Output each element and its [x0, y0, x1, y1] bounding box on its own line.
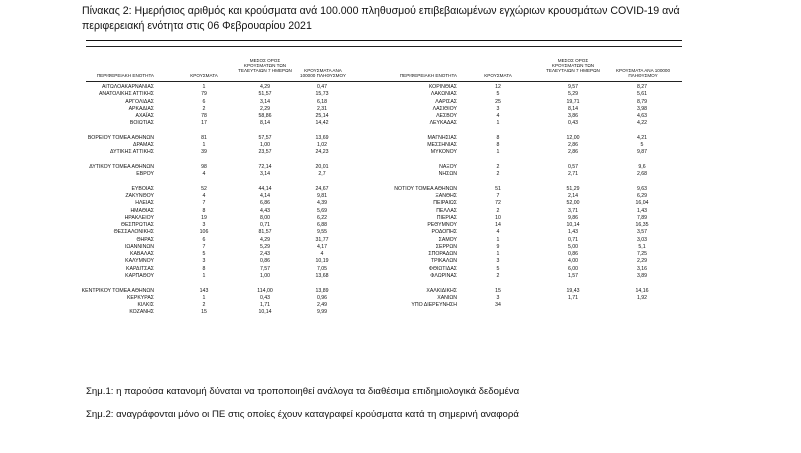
right-cases-cell: 25 — [495, 98, 501, 105]
right-unit-cell: ΜΕΣΣΗΝΙΑΣ — [427, 142, 457, 149]
left-cases-cell: 1 — [202, 84, 206, 90]
header-avg7-left: ΜΕΣΟΣ ΟΡΟΣ ΚΡΟΥΣΜΑΤΩΝ ΤΩΝ ΤΕΛΕΥΤΑΙΩΝ 7 ΗΜΕΡΩΝ — [238, 58, 292, 73]
left-avg7-cell: 1,71 — [259, 302, 271, 309]
left-unit-cell: ΗΜΑΘΙΑΣ — [130, 207, 154, 214]
left-unit-cell: ΖΑΚΥΝΘΟΥ — [125, 193, 154, 200]
right-avg7-cell: 2,86 — [567, 142, 579, 149]
left-per100k-cell: 2,7 — [318, 171, 326, 178]
right-cases-cell: 2 — [496, 273, 500, 280]
right-avg7-cell: 2,86 — [567, 149, 579, 156]
right-cases-cell: 5 — [496, 91, 500, 98]
left-unit-cell: ΙΩΑΝΝΙΝΩΝ — [124, 243, 154, 250]
right-cases-cell: 4 — [496, 229, 500, 236]
left-per100k-cell: 2,49 — [316, 302, 328, 309]
right-cases-cell: 2 — [496, 171, 500, 178]
left-unit-cell: ΔΥΤΙΚΗΣ ΑΤΤΙΚΗΣ — [110, 149, 154, 156]
left-unit-cell: ΕΥΒΟΙΑΣ — [131, 185, 154, 192]
left-cases-cell: 39 — [201, 149, 207, 156]
left-per100k-cell: 13,69 — [315, 134, 329, 141]
left-avg7-cell: 10,14 — [258, 309, 272, 316]
left-per100k-cell: 6,22 — [316, 214, 328, 221]
right-unit-cell: ΠΕΙΡΑΙΩΣ — [433, 200, 457, 207]
left-per100k-cell: 4 — [320, 251, 324, 258]
left-avg7-cell: 3,14 — [259, 171, 271, 178]
right-per100k-cell: 9,87 — [636, 149, 648, 156]
right-cases-cell: 1 — [496, 236, 500, 243]
right-per100k-cell: 14,16 — [635, 287, 649, 294]
right-cases-cell: 2 — [496, 207, 500, 214]
left-cases-cell: 98 — [201, 163, 207, 170]
right-cases-cell: 14 — [495, 222, 501, 229]
right-avg7-cell: 2,71 — [567, 171, 579, 178]
left-cases-cell: 6 — [202, 98, 206, 105]
left-avg7-cell: 1,00 — [259, 273, 271, 280]
left-unit-cell: ΕΒΡΟΥ — [136, 171, 154, 178]
right-unit-cell: ΝΟΤΙΟΥ ΤΟΜΕΑ ΑΘΗΝΩΝ — [394, 185, 457, 192]
left-avg7-cell: 4,29 — [259, 236, 271, 243]
right-per100k-cell: 4,63 — [636, 113, 648, 120]
left-cases-cell: 8 — [202, 265, 206, 272]
left-avg7-cell: 58,86 — [258, 113, 272, 120]
right-per100k-cell: 5,61 — [636, 91, 648, 98]
left-cases-cell: 2 — [202, 105, 206, 112]
right-unit-cell: ΛΕΥΚΑΔΑΣ — [429, 120, 457, 127]
left-per100k-cell: 9,55 — [316, 229, 328, 236]
right-per100k-cell: 3,03 — [636, 236, 648, 243]
right-per100k-cell: 5,1 — [638, 243, 646, 250]
left-avg7-cell: 72,14 — [258, 163, 272, 170]
left-per100k-cell: 10,19 — [315, 258, 329, 265]
left-unit-cell: ΑΡΚΑΔΙΑΣ — [128, 105, 154, 112]
left-cases-cell: 81 — [201, 134, 207, 141]
left-per100k-cell: 1,02 — [316, 142, 328, 149]
right-per100k-cell: 2,29 — [636, 258, 648, 265]
right-cases-cell: 8 — [496, 142, 500, 149]
header-rule — [86, 81, 682, 82]
right-per100k-cell: 6,29 — [636, 193, 648, 200]
right-per100k-cell: 9,6 — [638, 163, 646, 170]
right-per100k-cell: 7,89 — [636, 214, 648, 221]
right-per100k-cell: 2,68 — [636, 171, 648, 178]
right-avg7-cell: 3,86 — [567, 113, 579, 120]
right-cases-cell: 1 — [496, 149, 500, 156]
right-unit-cell: ΧΑΛΚΙΔΙΚΗΣ — [426, 287, 457, 294]
right-cases-cell: 7 — [496, 193, 500, 200]
second-rule — [86, 46, 682, 47]
left-cases-cell: 4 — [202, 171, 206, 178]
right-unit-cell: ΝΑΞΟΥ — [439, 163, 457, 170]
left-cases-cell: 4 — [202, 193, 206, 200]
left-unit-cell: ΗΡΑΚΛΕΙΟΥ — [124, 214, 154, 221]
right-avg7-cell: 5,00 — [567, 243, 579, 250]
note-1: Σημ.1: η παρούσα κατανομή δύναται να τροποποιηθεί ανάλογα τα διαθέσιμα επιδημιολογικά δεδομένα — [86, 386, 520, 397]
right-unit-cell: ΛΑΚΩΝΙΑΣ — [430, 91, 457, 98]
left-per100k-cell: 31,77 — [315, 236, 329, 243]
left-unit-cell: ΚΕΝΤΡΙΚΟΥ ΤΟΜΕΑ ΑΘΗΝΩΝ — [81, 287, 154, 294]
left-avg7-cell: 0,43 — [259, 294, 271, 301]
right-per100k-cell: 3,16 — [636, 265, 648, 272]
right-cases-cell: 34 — [495, 302, 501, 309]
left-avg7-cell: 23,57 — [258, 149, 272, 156]
right-per100k-cell: 1,43 — [636, 207, 648, 214]
right-cases-cell: 5 — [496, 265, 500, 272]
right-per100k-cell: 3,98 — [636, 105, 648, 112]
right-per100k-cell: 8,79 — [636, 98, 648, 105]
right-unit-cell: ΡΕΘΥΜΝΟΥ — [427, 222, 457, 229]
right-unit-cell: ΦΛΩΡΙΝΑΣ — [430, 273, 457, 280]
right-avg7-cell: 19,71 — [566, 98, 580, 105]
left-cases-cell: 1 — [202, 273, 206, 280]
left-per100k-cell: 5,69 — [316, 207, 328, 214]
left-per100k-cell: 14,42 — [315, 120, 329, 127]
right-avg7-cell: 0,86 — [567, 251, 579, 258]
left-cases-cell: 17 — [201, 120, 207, 127]
note-2: Σημ.2: αναγράφονται μόνο οι ΠΕ στις οποίες έχουν καταγραφεί κρούσματα κατά τη σημερινή αναφορά — [86, 409, 519, 420]
header-unit-right: ΠΕΡΙΦΕΡΕΙΑΚΗ ΕΝΟΤΗΤΑ — [399, 73, 457, 78]
header-unit-left: ΠΕΡΙΦΕΡΕΙΑΚΗ ΕΝΟΤΗΤΑ — [96, 73, 154, 78]
left-per100k-cell: 6,88 — [316, 222, 328, 229]
left-avg7-cell: 4,14 — [259, 193, 271, 200]
right-avg7-cell: 12,00 — [566, 134, 580, 141]
left-avg7-cell: 2,43 — [259, 251, 271, 258]
right-per100k-cell: 4,22 — [636, 120, 648, 127]
left-avg7-cell: 114,00 — [257, 287, 273, 294]
right-cases-cell: 15 — [495, 287, 501, 294]
left-cases-cell: 1 — [202, 294, 206, 301]
left-per100k-cell: 6,18 — [316, 98, 328, 105]
left-per100k-cell: 9,99 — [316, 309, 328, 316]
left-per100k-cell: 0,47 — [316, 84, 328, 90]
left-unit-cell: ΘΗΡΑΣ — [136, 236, 154, 243]
right-unit-cell: ΚΟΡΙΝΘΙΑΣ — [428, 84, 457, 90]
right-avg7-cell: 4,00 — [567, 258, 579, 265]
left-avg7-cell: 0,71 — [259, 222, 271, 229]
left-per100k-cell: 0,96 — [316, 294, 328, 301]
right-unit-cell: ΜΥΚΟΝΟΥ — [430, 149, 457, 156]
right-unit-cell: ΥΠΟ ΔΙΕΡΕΥΝΗΣΗ — [411, 302, 457, 309]
right-cases-cell: 2 — [496, 163, 500, 170]
right-cases-cell: 3 — [496, 258, 500, 265]
left-cases-cell: 2 — [202, 302, 206, 309]
right-unit-cell: ΛΕΣΒΟΥ — [436, 113, 457, 120]
right-per100k-cell: 16,04 — [635, 200, 649, 207]
left-cases-cell: 7 — [202, 243, 206, 250]
left-per100k-cell: 4,39 — [316, 200, 328, 207]
table-title: Πίνακας 2: Ημερήσιος αριθμός και κρούσματα ανά 100.000 πληθυσμού επιβεβαιωμένων εγχώριων κρουσμάτων COVID-19 ανά περιφερειακή ενότητα στις 06 Φεβρουαρίου 2021 — [82, 5, 680, 32]
left-avg7-cell: 57,57 — [258, 134, 272, 141]
left-per100k-cell: 24,23 — [315, 149, 329, 156]
left-unit-cell: ΗΛΕΙΑΣ — [135, 200, 154, 207]
left-per100k-cell: 2,31 — [316, 105, 328, 112]
right-per100k-cell: 16,35 — [635, 222, 649, 229]
left-cases-cell: 52 — [201, 185, 207, 192]
left-avg7-cell: 4,29 — [259, 84, 271, 90]
right-cases-cell: 9 — [496, 243, 500, 250]
left-avg7-cell: 8,14 — [259, 120, 271, 127]
right-per100k-cell: 3,57 — [636, 229, 648, 236]
left-unit-cell: ΑΡΓΟΛΙΔΑΣ — [125, 98, 154, 105]
right-unit-cell: ΦΘΙΩΤΙΔΑΣ — [428, 265, 457, 272]
left-unit-cell: ΚΑΛΥΜΝΟΥ — [125, 258, 154, 265]
right-cases-cell: 51 — [495, 185, 501, 192]
right-unit-cell: ΝΗΣΩΝ — [438, 171, 457, 178]
right-per100k-cell: 1,92 — [636, 294, 648, 301]
left-cases-cell: 3 — [202, 222, 206, 229]
left-per100k-cell: 13,68 — [315, 273, 329, 280]
header-cases-right: ΚΡΟΥΣΜΑΤΑ — [484, 73, 512, 78]
right-unit-cell: ΛΑΡΙΣΑΣ — [435, 98, 457, 105]
left-avg7-cell: 4,43 — [259, 207, 271, 214]
left-unit-cell: ΘΕΣΠΡΩΤΙΑΣ — [120, 222, 154, 229]
right-avg7-cell: 5,29 — [567, 91, 579, 98]
left-unit-cell: ΑΧΑΪΑΣ — [135, 113, 154, 120]
header-per100k-right: ΚΡΟΥΣΜΑΤΑ ΑΝΑ 100000 ΠΛΗΘΥΣΜΟΥ — [615, 68, 671, 78]
left-unit-cell: ΚΑΡΠΑΘΟΥ — [125, 273, 154, 280]
left-avg7-cell: 1,00 — [259, 142, 271, 149]
left-avg7-cell: 51,57 — [258, 91, 272, 98]
left-per100k-cell: 15,73 — [315, 91, 329, 98]
left-cases-cell: 6 — [202, 236, 206, 243]
right-unit-cell: ΣΑΜΟΥ — [438, 236, 457, 243]
left-unit-cell: ΚΑΒΑΛΑΣ — [130, 251, 154, 258]
left-unit-cell: ΚΕΡΚΥΡΑΣ — [126, 294, 154, 301]
left-avg7-cell: 6,86 — [259, 200, 271, 207]
right-unit-cell: ΡΟΔΟΠΗΣ — [431, 229, 457, 236]
left-cases-cell: 143 — [199, 287, 209, 294]
right-unit-cell: ΞΑΝΘΗΣ — [435, 193, 457, 200]
right-avg7-cell: 10,14 — [566, 222, 580, 229]
right-avg7-cell: 19,43 — [566, 287, 580, 294]
left-avg7-cell: 81,57 — [258, 229, 272, 236]
left-cases-cell: 8 — [202, 207, 206, 214]
right-cases-cell: 72 — [495, 200, 501, 207]
left-per100k-cell: 4,17 — [316, 243, 328, 250]
left-cases-cell: 78 — [201, 113, 207, 120]
left-per100k-cell: 20,01 — [315, 163, 329, 170]
right-avg7-cell: 52,00 — [566, 200, 580, 207]
right-per100k-cell: 4,21 — [636, 134, 648, 141]
left-avg7-cell: 2,29 — [259, 105, 271, 112]
left-cases-cell: 19 — [201, 214, 207, 221]
right-avg7-cell: 9,57 — [567, 84, 579, 90]
left-cases-cell: 79 — [201, 91, 207, 98]
left-unit-cell: ΚΙΛΚΙΣ — [137, 302, 154, 309]
header-avg7-right: ΜΕΣΟΣ ΟΡΟΣ ΚΡΟΥΣΜΑΤΩΝ ΤΩΝ ΤΕΛΕΥΤΑΙΩΝ 7 ΗΜΕΡΩΝ — [546, 58, 600, 73]
right-avg7-cell: 51,29 — [566, 185, 580, 192]
right-avg7-cell: 0,43 — [567, 120, 579, 127]
left-per100k-cell: 9,81 — [316, 193, 328, 200]
right-cases-cell: 1 — [496, 120, 500, 127]
left-per100k-cell: 13,89 — [315, 287, 329, 294]
top-rule — [86, 40, 682, 41]
right-avg7-cell: 3,71 — [567, 207, 579, 214]
left-cases-cell: 7 — [202, 200, 206, 207]
left-unit-cell: ΒΟΡΕΙΟΥ ΤΟΜΕΑ ΑΘΗΝΩΝ — [87, 134, 154, 141]
right-avg7-cell: 1,43 — [567, 229, 579, 236]
right-per100k-cell: 7,25 — [636, 251, 648, 258]
left-avg7-cell: 0,86 — [259, 258, 271, 265]
left-cases-cell: 5 — [202, 251, 206, 258]
right-per100k-cell: 3,89 — [636, 273, 648, 280]
right-per100k-cell: 5 — [640, 142, 644, 149]
right-avg7-cell: 6,00 — [567, 265, 579, 272]
right-unit-cell: ΧΑΝΙΩΝ — [437, 294, 457, 301]
left-avg7-cell: 44,14 — [258, 185, 272, 192]
right-unit-cell: ΣΠΟΡΑΔΩΝ — [428, 251, 457, 258]
right-avg7-cell: 0,57 — [567, 163, 579, 170]
left-per100k-cell: 7,05 — [316, 265, 328, 272]
right-avg7-cell: 1,57 — [567, 273, 579, 280]
right-unit-cell: ΜΑΓΝΗΣΙΑΣ — [427, 134, 457, 141]
right-avg7-cell: 1,71 — [567, 294, 579, 301]
right-cases-cell: 4 — [496, 113, 500, 120]
right-unit-cell: ΠΙΕΡΙΑΣ — [436, 214, 457, 221]
left-cases-cell: 1 — [202, 142, 206, 149]
left-avg7-cell: 7,57 — [259, 265, 271, 272]
right-unit-cell: ΠΕΛΛΑΣ — [436, 207, 457, 214]
left-avg7-cell: 8,00 — [259, 214, 271, 221]
left-unit-cell: ΒΟΙΩΤΙΑΣ — [129, 120, 154, 127]
right-cases-cell: 12 — [495, 84, 501, 90]
right-cases-cell: 8 — [496, 134, 500, 141]
right-cases-cell: 10 — [495, 214, 501, 221]
left-cases-cell: 3 — [202, 258, 206, 265]
right-avg7-cell: 9,86 — [567, 214, 579, 221]
left-unit-cell: ΑΝΑΤΟΛΙΚΗΣ ΑΤΤΙΚΗΣ — [98, 91, 154, 98]
left-unit-cell: ΚΑΡΔΙΤΣΑΣ — [126, 265, 154, 272]
left-unit-cell: ΔΡΑΜΑΣ — [133, 142, 154, 149]
right-avg7-cell: 0,71 — [567, 236, 579, 243]
right-unit-cell: ΤΡΙΚΑΛΩΝ — [430, 258, 457, 265]
left-cases-cell: 106 — [199, 229, 209, 236]
left-unit-cell: ΑΙΤΩΛΟΑΚΑΡΝΑΝΙΑΣ — [101, 84, 154, 90]
right-avg7-cell: 8,14 — [567, 105, 579, 112]
right-unit-cell: ΛΑΣΙΘΙΟΥ — [432, 105, 457, 112]
right-per100k-cell: 8,27 — [636, 84, 648, 90]
left-per100k-cell: 25,14 — [315, 113, 329, 120]
header-per100k-left: ΚΡΟΥΣΜΑΤΑ ΑΝΑ 100000 ΠΛΗΘΥΣΜΟΥ — [300, 68, 346, 78]
right-unit-cell: ΣΕΡΡΩΝ — [435, 243, 457, 250]
left-avg7-cell: 5,29 — [259, 243, 271, 250]
left-per100k-cell: 24,67 — [315, 185, 329, 192]
left-avg7-cell: 3,14 — [259, 98, 271, 105]
left-unit-cell: ΚΟΖΑΝΗΣ — [129, 309, 154, 316]
right-per100k-cell: 9,63 — [636, 185, 648, 192]
header-cases-left: ΚΡΟΥΣΜΑΤΑ — [190, 73, 218, 78]
right-cases-cell: 3 — [496, 105, 500, 112]
right-avg7-cell: 2,14 — [567, 193, 579, 200]
left-unit-cell: ΔΥΤΙΚΟΥ ΤΟΜΕΑ ΑΘΗΝΩΝ — [89, 163, 154, 170]
right-cases-cell: 3 — [496, 294, 500, 301]
left-unit-cell: ΘΕΣΣΑΛΟΝΙΚΗΣ — [113, 229, 154, 236]
right-cases-cell: 1 — [496, 251, 500, 258]
left-cases-cell: 15 — [201, 309, 207, 316]
